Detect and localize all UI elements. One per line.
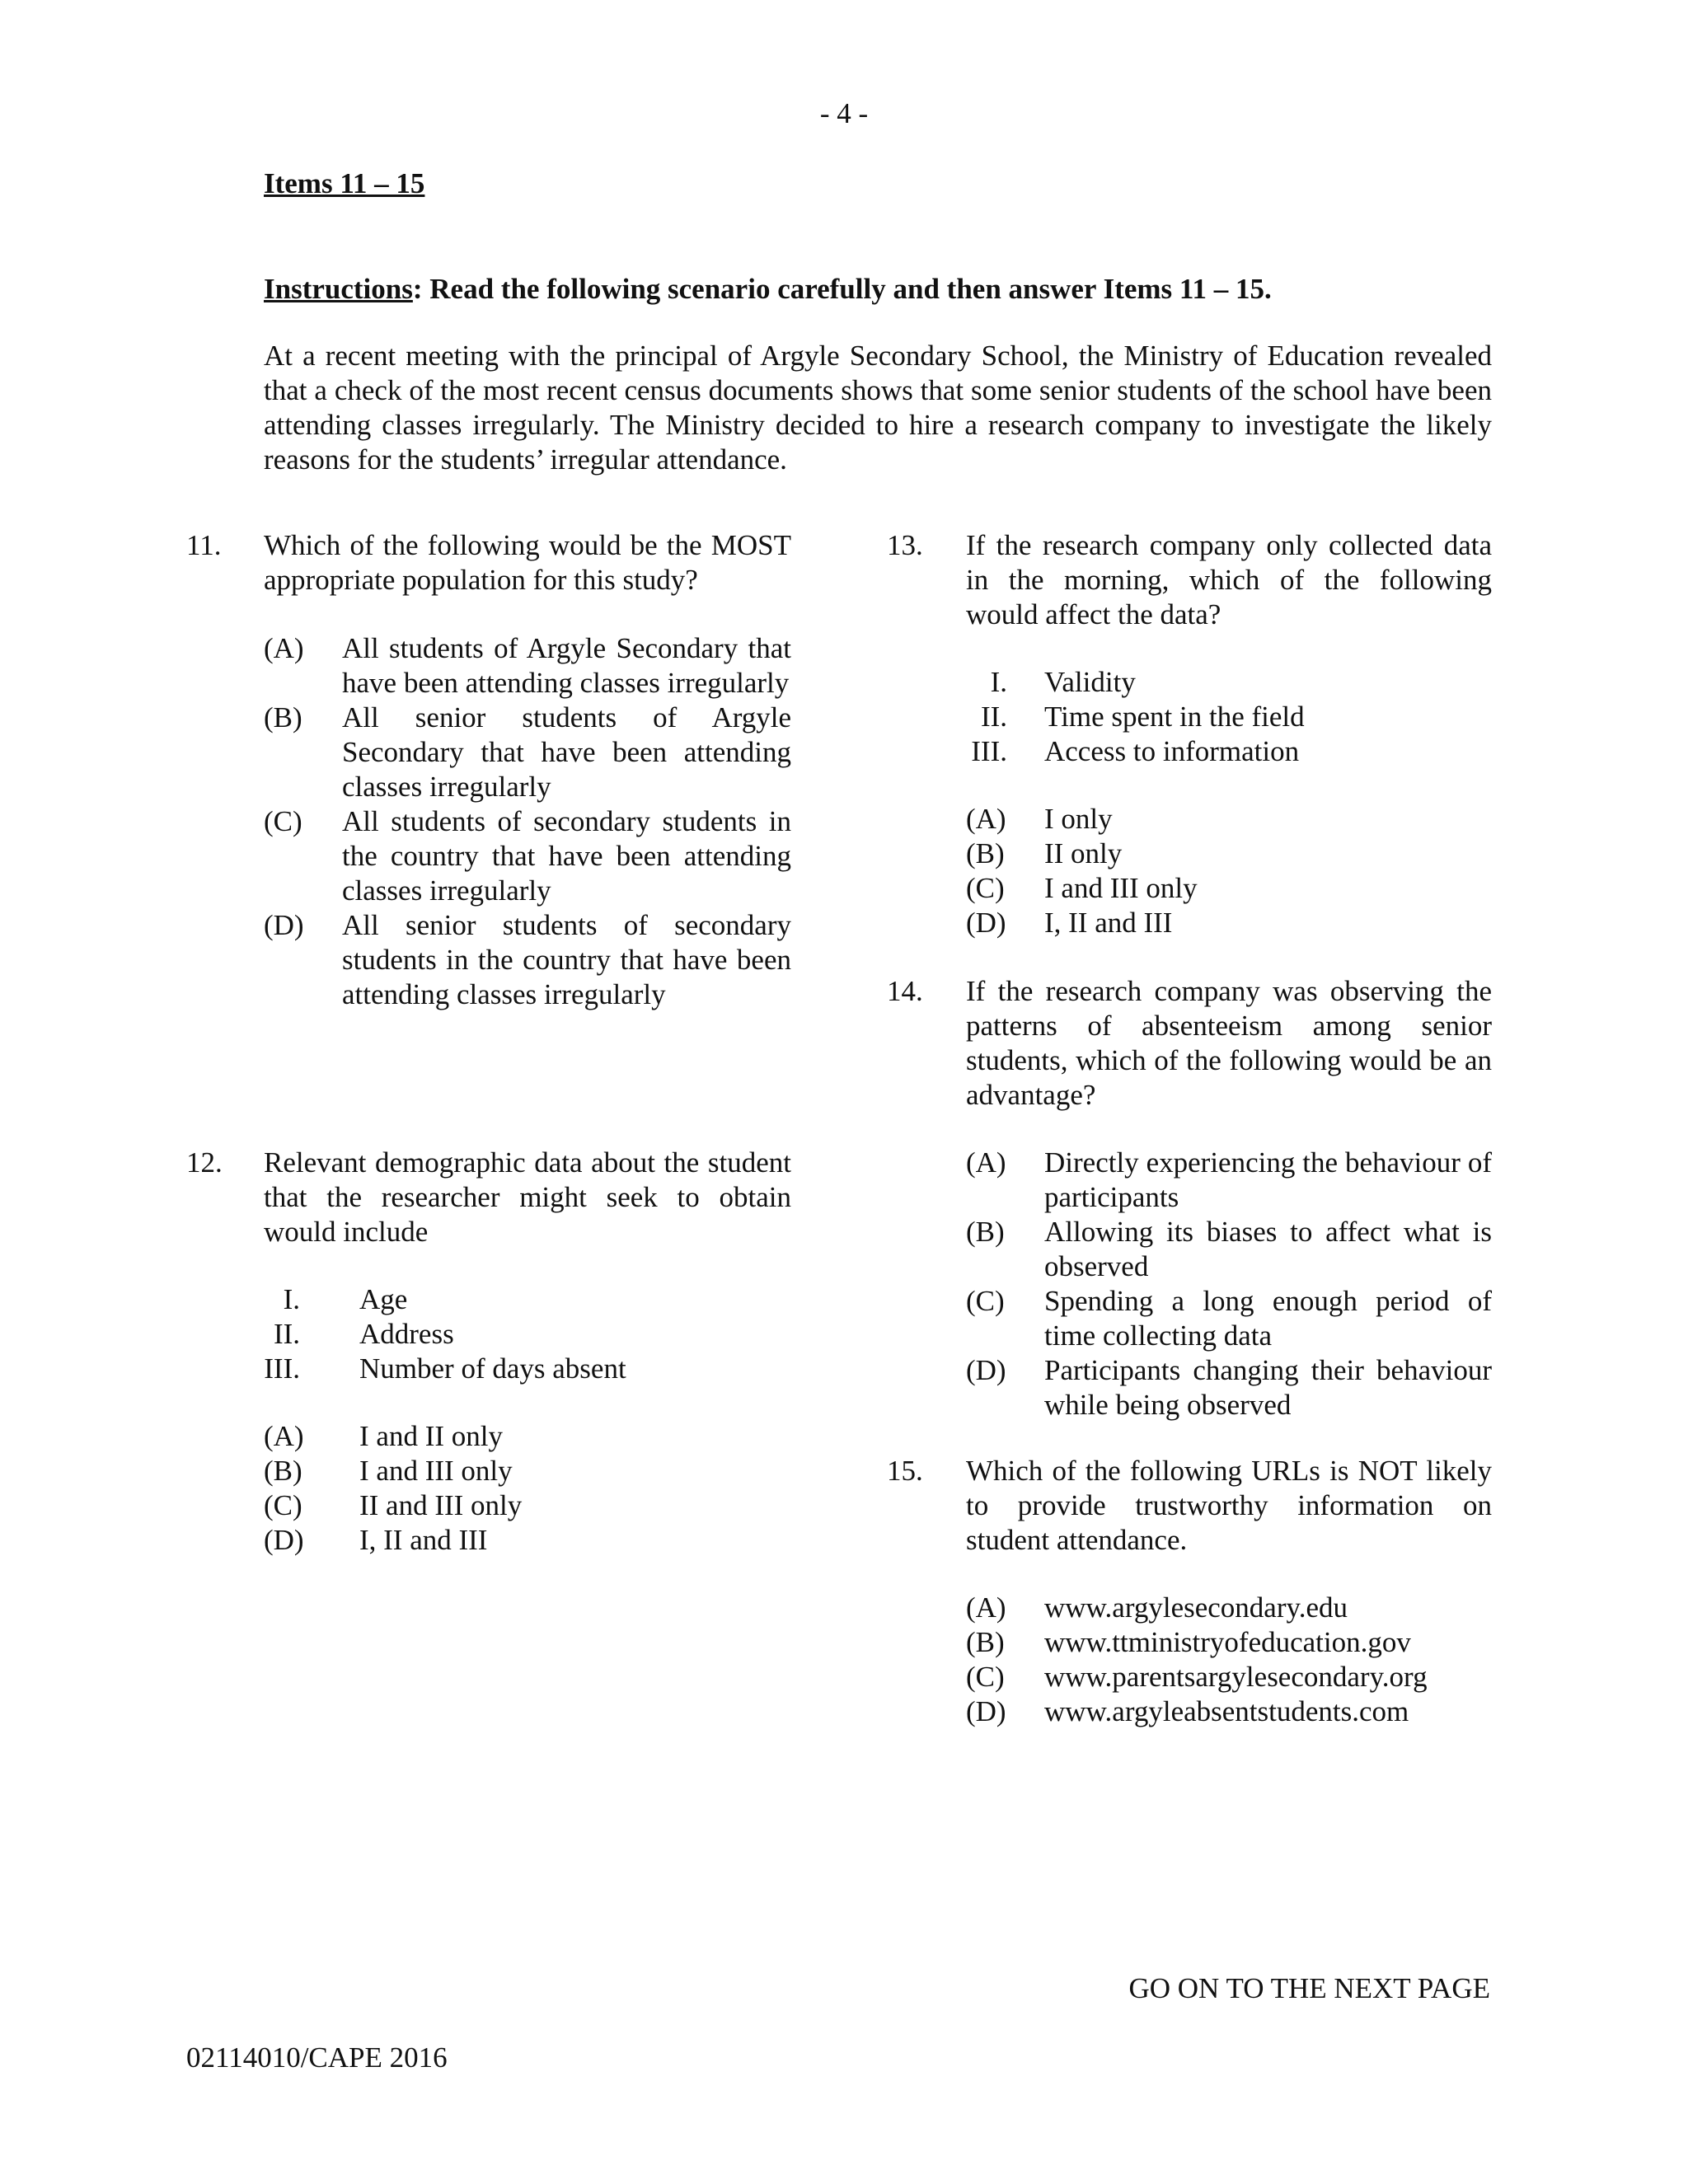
option-text: All senior students of Argyle Secondary that have been attending classes irregularly bbox=[342, 701, 791, 803]
option-text: All senior students of secondary students in the country that have been attending classes irregularly bbox=[342, 909, 791, 1010]
q12-stem: Relevant demographic data about the student that the researcher might seek to obtain would include bbox=[264, 1146, 791, 1248]
q13-option-d[interactable] bbox=[966, 906, 1492, 940]
option-label: (D) bbox=[966, 907, 1006, 939]
option-label: (D) bbox=[264, 909, 304, 941]
option-label: (C) bbox=[264, 1489, 302, 1521]
option-text: I and II only bbox=[359, 1420, 503, 1452]
q13-options bbox=[966, 802, 1492, 940]
q14-option-c[interactable] bbox=[966, 1284, 1492, 1353]
instructions-text: : Read the following scenario carefully and then answer Items 11 – 15. bbox=[412, 273, 1272, 305]
q13-stem: If the research company only collected data in the morning, which of the following would affect the data? bbox=[966, 529, 1492, 630]
option-label: (B) bbox=[264, 1455, 302, 1487]
q11-options bbox=[264, 631, 791, 1012]
option-label: (D) bbox=[966, 1354, 1006, 1386]
option-label: (A) bbox=[966, 1591, 1006, 1624]
statement-label: III. bbox=[264, 1352, 300, 1385]
option-label: (A) bbox=[966, 1146, 1006, 1179]
q15-options bbox=[966, 1591, 1492, 1729]
q12-options bbox=[264, 1419, 791, 1558]
option-text: II and III only bbox=[359, 1489, 523, 1521]
option-label: (C) bbox=[966, 872, 1005, 904]
option-text: www.ttministryofeducation.gov bbox=[1044, 1626, 1411, 1658]
q15-option-a[interactable] bbox=[966, 1591, 1492, 1625]
q11-option-c[interactable] bbox=[264, 804, 791, 908]
statement-label: I. bbox=[990, 666, 1007, 698]
q11-option-a[interactable] bbox=[264, 631, 791, 701]
option-text: All students of Argyle Secondary that have been attending classes irregularly bbox=[342, 632, 791, 699]
option-label: (B) bbox=[264, 701, 302, 733]
option-text: Directly experiencing the behaviour of participants bbox=[1044, 1146, 1492, 1213]
statement-label: II. bbox=[980, 701, 1007, 733]
option-text: www.argyleabsentstudents.com bbox=[1044, 1695, 1409, 1727]
q14-option-d[interactable] bbox=[966, 1353, 1492, 1422]
option-label: (D) bbox=[264, 1524, 304, 1556]
q15-option-b[interactable] bbox=[966, 1625, 1492, 1660]
q14-option-a[interactable] bbox=[966, 1146, 1492, 1215]
option-text: I and III only bbox=[1044, 872, 1198, 904]
option-label: (C) bbox=[966, 1285, 1005, 1317]
q13-option-b[interactable] bbox=[966, 837, 1492, 871]
option-text: I and III only bbox=[359, 1455, 513, 1487]
paper-code: 02114010/CAPE 2016 bbox=[186, 2041, 448, 2074]
option-text: Allowing its biases to affect what is observed bbox=[1044, 1216, 1492, 1282]
q12-statement-3 bbox=[264, 1352, 791, 1386]
q12-number: 12. bbox=[186, 1146, 223, 1179]
q11-option-b[interactable] bbox=[264, 701, 791, 804]
option-label: (B) bbox=[966, 1626, 1005, 1658]
statement-text: Access to information bbox=[1044, 735, 1300, 767]
option-text: I, II and III bbox=[359, 1524, 488, 1556]
option-text: I, II and III bbox=[1044, 907, 1173, 939]
q14-options bbox=[966, 1146, 1492, 1422]
q11-stem: Which of the following would be the MOST appropriate population for this study? bbox=[264, 529, 791, 596]
option-label: (B) bbox=[966, 1216, 1005, 1248]
page-number: - 4 - bbox=[819, 97, 869, 129]
option-text: II only bbox=[1044, 837, 1123, 869]
q15-option-d[interactable] bbox=[966, 1694, 1492, 1729]
statement-label: III. bbox=[971, 735, 1007, 767]
q12-statement-1 bbox=[264, 1282, 791, 1317]
option-text: Spending a long enough period of time collecting data bbox=[1044, 1285, 1492, 1352]
instructions bbox=[264, 272, 1484, 307]
q14-stem: If the research company was observing the patterns of absenteeism among senior students, which of the following would be an advantage? bbox=[966, 975, 1492, 1111]
option-label: (D) bbox=[966, 1695, 1006, 1727]
q15-number: 15. bbox=[887, 1455, 923, 1487]
option-label: (B) bbox=[966, 837, 1005, 869]
option-text: www.argylesecondary.edu bbox=[1044, 1591, 1348, 1624]
q12-option-c[interactable] bbox=[264, 1488, 791, 1523]
q13-number: 13. bbox=[887, 529, 923, 561]
option-text: www.parentsargylesecondary.org bbox=[1044, 1661, 1428, 1693]
option-text: All students of secondary students in the country that have been attending classes irregularly bbox=[342, 805, 791, 907]
q13-option-c[interactable] bbox=[966, 871, 1492, 906]
statement-text: Number of days absent bbox=[359, 1352, 626, 1385]
option-text: Participants changing their behaviour while being observed bbox=[1044, 1354, 1492, 1421]
option-label: (C) bbox=[966, 1661, 1005, 1693]
q15-stem: Which of the following URLs is NOT likely to provide trustworthy information on student attendance. bbox=[966, 1455, 1492, 1556]
q11-option-d[interactable] bbox=[264, 908, 791, 1012]
option-label: (A) bbox=[264, 632, 304, 664]
q13-statement-1 bbox=[966, 665, 1492, 700]
option-text: I only bbox=[1044, 803, 1113, 835]
section-heading: Items 11 – 15 bbox=[264, 167, 425, 199]
statement-text: Time spent in the field bbox=[1044, 701, 1305, 733]
statement-text: Validity bbox=[1044, 666, 1136, 698]
q15-option-c[interactable] bbox=[966, 1660, 1492, 1694]
option-label: (C) bbox=[264, 805, 302, 837]
q11-number: 11. bbox=[186, 529, 222, 561]
q13-statement-3 bbox=[966, 734, 1492, 769]
q12-option-b[interactable] bbox=[264, 1454, 791, 1488]
statement-label: II. bbox=[273, 1318, 300, 1350]
instructions-label: Instructions bbox=[264, 273, 413, 305]
statement-text: Age bbox=[359, 1283, 408, 1315]
q12-option-a[interactable] bbox=[264, 1419, 791, 1454]
statement-label: I. bbox=[283, 1283, 300, 1315]
statement-text: Address bbox=[359, 1318, 454, 1350]
q12-statements bbox=[264, 1282, 791, 1386]
go-on-notice: GO ON TO THE NEXT PAGE bbox=[1128, 1972, 1490, 2004]
q12-option-d[interactable] bbox=[264, 1523, 791, 1558]
q13-statements bbox=[966, 665, 1492, 769]
q12-statement-2 bbox=[264, 1317, 791, 1352]
option-label: (A) bbox=[966, 803, 1006, 835]
scenario-paragraph: At a recent meeting with the principal of Argyle Secondary School, the Ministry of Education revealed that a check of the most recent census documents shows that some senior students of the school have been attending classes irregularly. The Ministry decided to hire a research company to investigate the likely reasons for the students’ irregular attendance. bbox=[264, 340, 1492, 476]
q13-option-a[interactable] bbox=[966, 802, 1492, 837]
q13-statement-2 bbox=[966, 700, 1492, 734]
q14-number: 14. bbox=[887, 975, 923, 1007]
q14-option-b[interactable] bbox=[966, 1215, 1492, 1284]
option-label: (A) bbox=[264, 1420, 304, 1452]
